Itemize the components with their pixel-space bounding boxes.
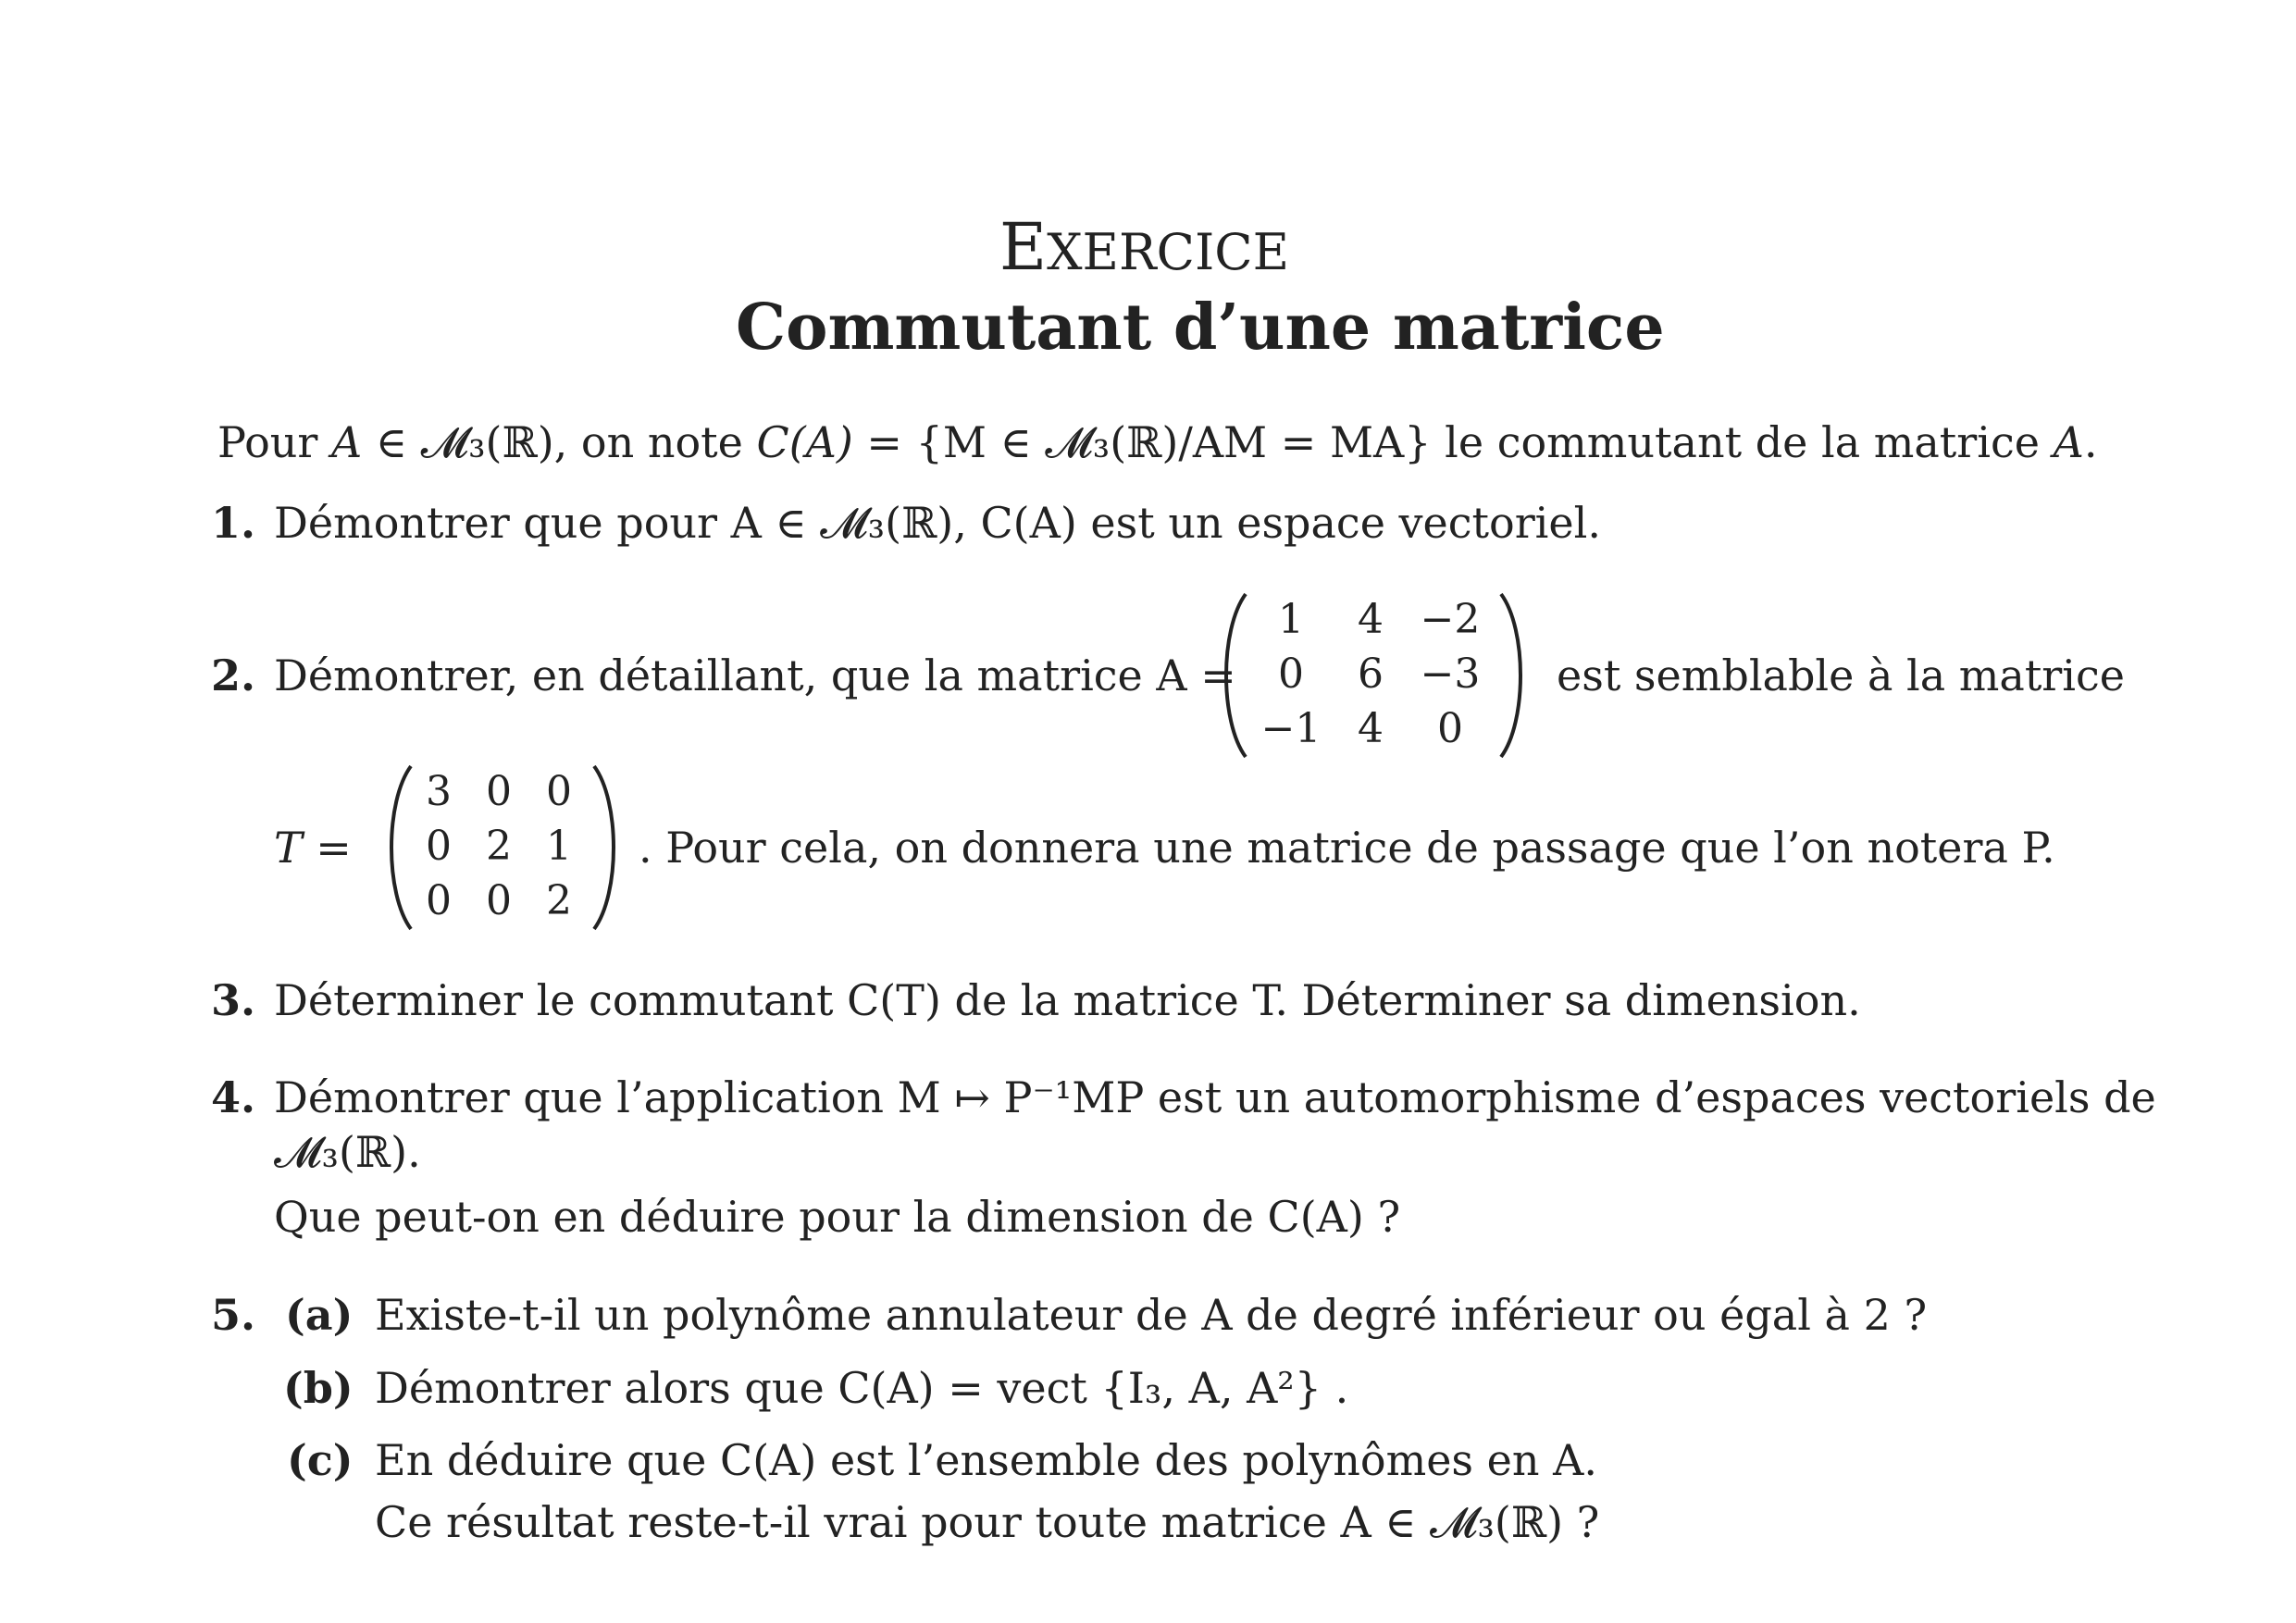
q4-line1: Démontrer que l’application M ↦ P⁻¹MP est un automorphisme d’espaces vectoriels de bbox=[274, 1072, 2156, 1122]
matrix-t-cell: 1 bbox=[546, 823, 572, 870]
matrix-a-cell: −3 bbox=[1420, 650, 1481, 698]
q3-text: Déterminer le commutant C(T) de la matrice T. Déterminer sa dimension. bbox=[274, 975, 1861, 1025]
matrix-t-cell: 0 bbox=[426, 877, 452, 924]
q5c-label: (c) bbox=[287, 1435, 354, 1485]
matrix-a-cell: −1 bbox=[1260, 705, 1322, 752]
q4-number: 4. bbox=[211, 1072, 256, 1122]
matrix-t-right-paren bbox=[589, 764, 626, 931]
q4-line2: 𝓜₃(ℝ). bbox=[274, 1127, 421, 1177]
matrix-a-cell: 0 bbox=[1278, 650, 1304, 698]
q5b-label: (b) bbox=[283, 1363, 354, 1413]
matrix-t-cell: 3 bbox=[426, 768, 452, 815]
matrix-t-after-text: . Pour cela, on donnera une matrice de passage que l’on notera P. bbox=[639, 823, 2055, 873]
matrix-t-cell: 0 bbox=[486, 877, 512, 924]
matrix-t-cell: 0 bbox=[486, 768, 512, 815]
matrix-a-cell: 1 bbox=[1278, 596, 1304, 643]
q5a-text: Existe-t-il un polynôme annulateur de A de degré inférieur ou égal à 2 ? bbox=[375, 1290, 1928, 1340]
title-rest: XERCICE bbox=[1047, 223, 1290, 281]
matrix-t-cell: 2 bbox=[546, 877, 572, 924]
q4-line3: Que peut-on en déduire pour la dimension de C(A) ? bbox=[274, 1192, 1401, 1242]
q5b-text: Démontrer alors que C(A) = vect {I₃, A, A²} . bbox=[375, 1363, 1349, 1413]
matrix-t-cell: 0 bbox=[546, 768, 572, 815]
q1-text: Démontrer que pour A ∈ 𝓜₃(ℝ), C(A) est un espace vectoriel. bbox=[274, 498, 1601, 548]
exercise-title bbox=[999, 209, 1290, 285]
matrix-a-cell: 4 bbox=[1358, 596, 1384, 643]
matrix-a-cell: 6 bbox=[1358, 650, 1384, 698]
q2-text-after: est semblable à la matrice bbox=[1557, 650, 2125, 700]
matrix-a-cell: −2 bbox=[1420, 596, 1481, 643]
q5-number: 5. bbox=[211, 1290, 256, 1340]
q2-number: 2. bbox=[211, 650, 256, 700]
q5a-label: (a) bbox=[285, 1290, 354, 1340]
title-initial: E bbox=[999, 209, 1048, 285]
matrix-a-left-paren bbox=[1214, 592, 1251, 759]
exercise-subtitle: Commutant d’une matrice bbox=[736, 291, 1665, 365]
q1-number: 1. bbox=[211, 498, 256, 548]
q5c-text2: Ce résultat reste-t-il vrai pour toute matrice A ∈ 𝓜₃(ℝ) ? bbox=[375, 1497, 1600, 1547]
matrix-t-label: T = bbox=[274, 823, 352, 873]
q3-number: 3. bbox=[211, 975, 256, 1025]
q2-text-before: Démontrer, en détaillant, que la matrice A = bbox=[274, 650, 1236, 700]
matrix-a-right-paren bbox=[1496, 592, 1533, 759]
matrix-t-cell: 2 bbox=[486, 823, 512, 870]
intro-sentence: Pour A ∈ 𝓜₃(ℝ), on note C(A) = {M ∈ 𝓜₃(ℝ)/AM = MA} le commutant de la matrice A. bbox=[217, 417, 2098, 467]
matrix-a-cell: 0 bbox=[1437, 705, 1463, 752]
q5c-text: En déduire que C(A) est l’ensemble des polynômes en A. bbox=[375, 1435, 1597, 1485]
matrix-a-cell: 4 bbox=[1358, 705, 1384, 752]
matrix-t-cell: 0 bbox=[426, 823, 452, 870]
